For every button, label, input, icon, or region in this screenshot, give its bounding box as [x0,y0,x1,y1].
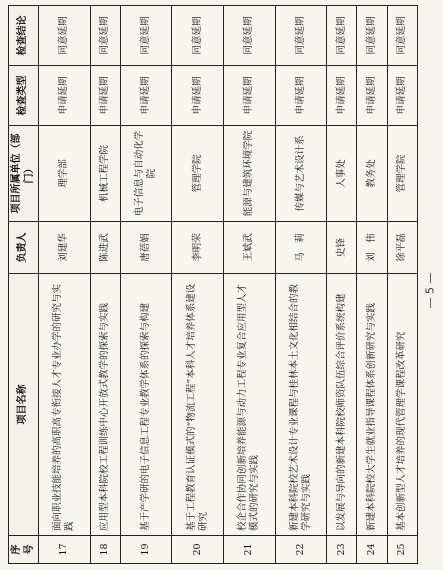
table-row [357,6,387,564]
cell-unit: 教务处 [357,126,387,222]
cell-seq: 23 [327,536,357,564]
cell-project-name: 基于工程教育认证模式的“物流工程”本科人才培养体系建设研究 [172,274,224,536]
cell-unit: 管理学院 [172,126,224,222]
rotated-table-frame [8,6,418,564]
cell-check-type: 申请延期 [387,66,417,126]
header-check-result: 检查结论 [9,6,39,66]
cell-project-name: 校企合作协同创新培养能源与动力工程专业复合应用型人才模式的研究与实践 [224,274,276,536]
page-number-text: — 5 — [423,272,437,308]
cell-leader: 刘建华 [39,222,91,274]
cell-project-name: 基本创新型人才培养的现代管理学课程改革研究 [387,274,417,536]
header-seq: 序号 [9,536,39,564]
cell-project-name: 基于产学研的电子信息工程专业教学体系的探索与构建 [120,274,172,536]
cell-check-type: 申请延期 [172,66,224,126]
cell-leader: 刘 伟 [357,222,387,274]
cell-unit: 传媒与艺术设计系 [275,126,327,222]
cell-leader: 陈进武 [90,222,120,274]
cell-check-result: 同意延期 [327,6,357,66]
cell-seq: 18 [90,536,120,564]
cell-check-result: 同意延期 [120,6,172,66]
cell-check-type: 申请延期 [275,66,327,126]
cell-project-name: 新建本科院校大学生就业指导课程体系创新研究与实践 [357,274,387,536]
table-row [39,6,91,564]
table-row [172,6,224,564]
table-row [224,6,276,564]
cell-seq: 19 [120,536,172,564]
cell-check-result: 同意延期 [172,6,224,66]
cell-check-type: 申请延期 [224,66,276,126]
table-row [275,6,327,564]
cell-unit: 理学部 [39,126,91,222]
table-row [387,6,417,564]
cell-project-name: 面向职业技能培养的高职高专衔接人才专业办学的研究与实践 [39,274,91,536]
table-row [327,6,357,564]
cell-project-name: 新建本科院校艺术设计专业课程与桂林本土文化相结合的教学研究与实践 [275,274,327,536]
header-unit: 项目所属单位（部门） [9,126,39,222]
cell-leader: 唐蓓娟 [120,222,172,274]
header-check-type: 检查类型 [9,66,39,126]
table-row [120,6,172,564]
cell-check-result: 同意延期 [90,6,120,66]
cell-check-result: 同意延期 [39,6,91,66]
cell-check-result: 同意延期 [387,6,417,66]
cell-seq: 25 [387,536,417,564]
cell-leader: 徐平磊 [387,222,417,274]
cell-check-result: 同意延期 [357,6,387,66]
cell-project-name: 以发展与导向的新建本科院校师资队伍综合评价系统构建 [327,274,357,536]
table-row [90,6,120,564]
cell-seq: 21 [224,536,276,564]
cell-seq: 20 [172,536,224,564]
cell-project-name: 应用型本科院校工程训练中心开放式教学的探索与实践 [90,274,120,536]
cell-seq: 22 [275,536,327,564]
cell-check-type: 申请延期 [39,66,91,126]
cell-seq: 24 [357,536,387,564]
cell-check-result: 同意延期 [275,6,327,66]
page-number [424,270,436,310]
cell-unit: 人事处 [327,126,357,222]
cell-leader: 史锋 [327,222,357,274]
cell-unit: 管理学院 [387,126,417,222]
cell-leader: 王斌武 [224,222,276,274]
cell-check-type: 申请延期 [120,66,172,126]
project-inspection-table [8,5,418,564]
cell-unit: 电子信息与自动化学院 [120,126,172,222]
table-container [8,6,418,564]
cell-check-type: 申请延期 [357,66,387,126]
cell-seq: 17 [39,536,91,564]
header-project-name: 项目名称 [9,274,39,536]
cell-leader: 马 莉 [275,222,327,274]
cell-unit: 能源与建筑环境学院 [224,126,276,222]
cell-leader: 李明荣 [172,222,224,274]
cell-check-result: 同意延期 [224,6,276,66]
table-header-row [9,6,39,564]
cell-check-type: 申请延期 [90,66,120,126]
cell-unit: 机械工程学院 [90,126,120,222]
header-leader: 负责人 [9,222,39,274]
cell-check-type: 申请延期 [327,66,357,126]
